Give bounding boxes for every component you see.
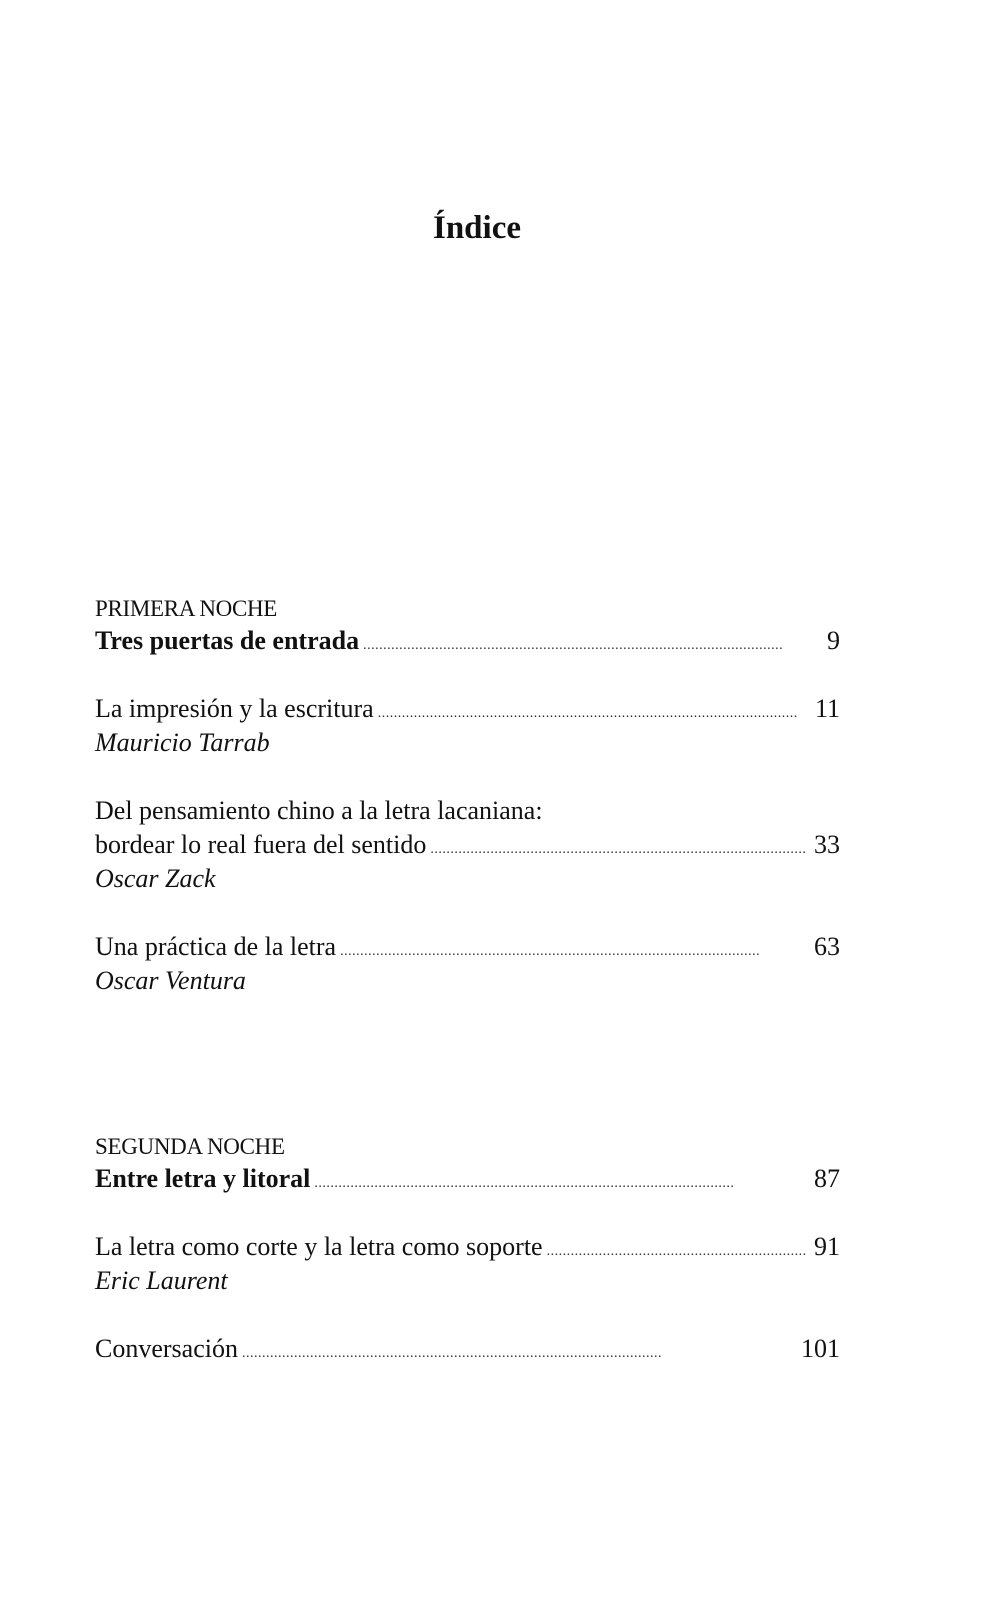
entry-title: bordear lo real fuera del sentido (95, 830, 427, 859)
toc-entry[interactable] (95, 1332, 840, 1366)
entry-title-line[interactable]: Del pensamiento chino a la letra lacaniana: (95, 796, 543, 825)
dot-leader (547, 1235, 806, 1269)
entry-title: La letra como corte y la letra como soporte (95, 1232, 543, 1261)
page-number: 101 (801, 1334, 840, 1363)
entry-author: Mauricio Tarrab (95, 728, 270, 757)
toc-heading-entry[interactable] (95, 624, 840, 658)
entry-author: Oscar Zack (95, 864, 216, 893)
dot-leader (378, 697, 806, 731)
toc-heading-entry[interactable] (95, 1162, 840, 1196)
entry-title: Conversación (95, 1334, 238, 1363)
toc-entry[interactable] (95, 1230, 840, 1264)
page-number: 33 (814, 830, 840, 859)
page-number: 63 (814, 932, 840, 961)
dot-leader (314, 1167, 806, 1201)
section-label: PRIMERA NOCHE (95, 596, 278, 621)
toc-entry[interactable] (95, 828, 840, 862)
toc-entry[interactable] (95, 930, 840, 964)
entry-title: Entre letra y litoral (95, 1164, 311, 1193)
page-number: 9 (827, 626, 840, 655)
entry-author: Eric Laurent (95, 1266, 228, 1295)
entry-author: Oscar Ventura (95, 966, 246, 995)
toc-section-segunda-noche (95, 1132, 840, 1366)
toc-entry[interactable] (95, 692, 840, 726)
dot-leader (363, 629, 806, 663)
entry-title: La impresión y la escritura (95, 694, 374, 723)
dot-leader (430, 833, 806, 867)
page-number: 87 (814, 1164, 840, 1193)
entry-title: Tres puertas de entrada (95, 626, 360, 655)
toc-section-primera-noche (95, 594, 840, 998)
page-number: 91 (814, 1232, 840, 1261)
entry-title: Una práctica de la letra (95, 932, 337, 961)
page-number: 11 (814, 694, 840, 723)
section-label: SEGUNDA NOCHE (95, 1134, 285, 1159)
dot-leader (340, 935, 806, 969)
page-title: Índice (432, 210, 521, 246)
dot-leader (242, 1337, 795, 1371)
